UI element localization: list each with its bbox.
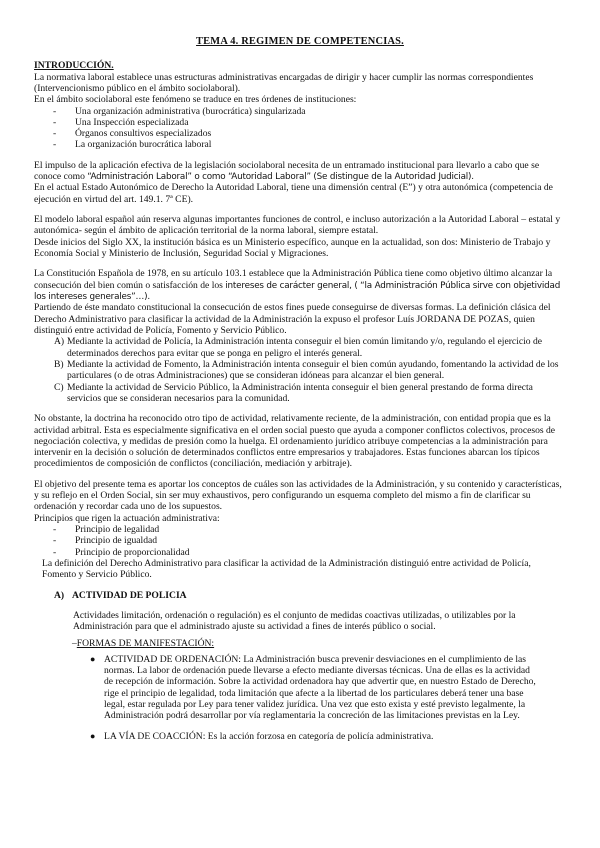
list-item: - Principio de legalidad — [34, 524, 566, 535]
modelo-paragraph: El modelo laboral español aún reserva algunas importantes funciones de control, e incluso autorización a la Autoridad Laboral – estatal y autonómica- según el ámbito de aplicación territorial de la norma laboral, siempre estatal. — [34, 214, 561, 237]
section-marker: A) — [54, 589, 65, 601]
list-item-text: Mediante la actividad de Fomento, la Administración intenta conseguir el bien común ayudando, fomentando la actividad de los particulares (o de otras Administraciones) que se consideran idóneas para alcanzar el bien general. — [67, 358, 559, 382]
list-item-text: Mediante la actividad de Servicio Público, la Administración intenta conseguir el bien general prestando de forma directa servicios que se consideran necesarios para la comunidad. — [67, 381, 533, 404]
principles-list — [34, 524, 566, 558]
list-item — [34, 731, 566, 742]
list-marker: A) — [54, 336, 65, 348]
list-item: - Órganos consultivos especializados — [34, 128, 566, 139]
impulso-text: El impulso de la aplicación efectiva de la legislación sociolaboral necesita de un entramado institucional para llevarlo a cabo que se conoce como — [34, 159, 540, 183]
policia-definition: Actividades limitación, ordenación o regulación) es el conjunto de medidas coactivas utilizadas, o utilizables por la Administración para que el administrado ajuste su actividad a fines de interés público o social. — [73, 609, 516, 633]
handwritten-annotation: “Administración Laboral” o como “Autoridad Laboral” (Se distingue de la Autoridad Judicial). — [87, 172, 474, 183]
bullet-icon: ● — [90, 730, 96, 741]
section-heading — [34, 590, 566, 601]
forms-list — [34, 654, 566, 742]
list-item — [34, 654, 566, 722]
forms-dash: – — [72, 637, 77, 649]
list-item: - Una Inspección especializada — [34, 117, 566, 128]
list-item: - Principio de proporcionalidad — [34, 547, 566, 558]
list-item — [34, 382, 566, 405]
institutions-list — [34, 106, 566, 151]
section-title: ACTIVIDAD DE POLICIA — [72, 589, 187, 601]
handwritten-annotation: intereses de carácter general, ( “la Administración Pública sirve con objetividad los intereses generales”…). — [34, 280, 561, 303]
list-item-text: Mediante la actividad de Policía, la Administración intenta conseguir el bien común limitando y/o, regulando el ejercicio de determinados derechos para evitar que se ponga en peligro el interés general. — [67, 336, 543, 359]
list-item-text: LA VÍA DE COACCIÓN: Es la acción forzosa en categoría de policía administrativa. — [104, 730, 434, 742]
ministerio-paragraph: Desde inicios del Siglo XX, la institución básica es un Ministerio específico, aunque en la actualidad, son dos: Ministerio de Trabajo y Economía Social y Ministerio de Inclusión, Seguridad Social y Migraciones. — [34, 236, 551, 260]
definicion-paragraph: La definición del Derecho Administrativo para clasificar la actividad de la Administración distinguió entre actividad de Policía, Fomento y Servicio Público. — [42, 557, 531, 581]
activity-types-list — [34, 336, 566, 404]
list-item: - La organización burocrática laboral — [34, 139, 566, 150]
list-item — [34, 359, 566, 382]
doctrina-paragraph: No obstante, la doctrina ha reconocido otro tipo de actividad, relativamente reciente, de la administración, con entidad propia que es la actividad arbitral. Esta es especialmente significativa en el orden social puesto que ayuda a componer conflictos colectivos, procesos de negociación colectiva, y medidas de presión como la huelga. El ordenamiento jurídico atribuye competencias a la administración para intervenir en la decisión o solución de determinados conflictos entre empresarios y trabajadores. Estas funciones abarcan los típicos procedimientos de composición de conflictos (conciliación, mediación y arbitraje). — [34, 413, 556, 470]
list-item: - Principio de igualdad — [34, 535, 566, 546]
list-marker: B) — [54, 358, 64, 370]
impulso-paragraph — [34, 160, 566, 183]
page-title: TEMA 4. REGIMEN DE COMPETENCIAS. — [196, 36, 404, 47]
principios-intro: Principios que rigen la actuación administrativa: — [34, 512, 220, 524]
constitucion-paragraph — [34, 268, 566, 302]
list-item-text: ACTIVIDAD DE ORDENACIÓN: La Administración busca prevenir desviaciones en el cumplimiento de las normas. La labor de ordenación puede llevarse a efecto mediante diversas técnicas. Una de ellas es la actividad de recepción de información. Sobre la actividad ordenadora hay que advertir que, en nuestro Estado de Derecho, rige el principio de legalidad, toda limitación que afecte a la libertad de los particulares deberá tener una base legal, estar regulada por Ley para tener validez jurídica. Una vez que esto exista y esté previsto legalmente, la Administración podrá desarrollar por vía reglamentaria la concreción de las limitaciones previstas en la Ley. — [104, 653, 536, 722]
list-item — [34, 336, 566, 359]
forms-label: FORMAS DE MANIFESTACIÓN: — [76, 637, 215, 649]
objetivo-paragraph: El objetivo del presente tema es aportar los conceptos de cuáles son las actividades de la Administración, y su contenido y características, y su reflejo en el Orden Social, sin ser muy exhaustivos, pero configurando un esquema completo del mismo a fin de clarificar su ordenación y recordar cada uno de los supuestos. — [34, 478, 562, 513]
constitucion-text: La Constitución Española de 1978, en su artículo 103.1 establece que la Administración Pública tiene como objetivo último alcanzar la consecución del bien común o satisfacción de los — [34, 268, 553, 291]
intro-paragraph-1: La normativa laboral establece unas estructuras administrativas encargadas de dirigir y hacer cumplir las normas correspondientes (Intervencionismo público en el ámbito sociolaboral). — [34, 71, 534, 94]
list-item: - Una organización administrativa (burocrática) singularizada — [34, 106, 566, 117]
intro-paragraph-2: En el ámbito sociolaboral este fenómeno se traduce en tres órdenes de instituciones: — [34, 94, 357, 106]
bullet-icon: ● — [90, 653, 96, 664]
intro-heading: INTRODUCCIÓN. — [34, 60, 114, 72]
estado-autonomico-paragraph: En el actual Estado Autonómico de Derecho la Autoridad Laboral, tiene una dimensión central (E”) y otra autonómica (competencia de ejecución en virtud del art. 149.1. 7ª CE). — [34, 182, 553, 205]
jordana-paragraph: Partiendo de éste mandato constitucional la consecución de estos fines puede conseguirse de diversas formas. La definición clásica del Derecho Administrativo para clasificar la actividad de la Administración la expuso el profesor Luís JORDANA DE POZAS, quien distinguió entre actividad de Policía, Fomento y Servicio Público. — [34, 302, 551, 337]
list-marker: C) — [54, 381, 64, 393]
forms-heading — [34, 638, 566, 649]
